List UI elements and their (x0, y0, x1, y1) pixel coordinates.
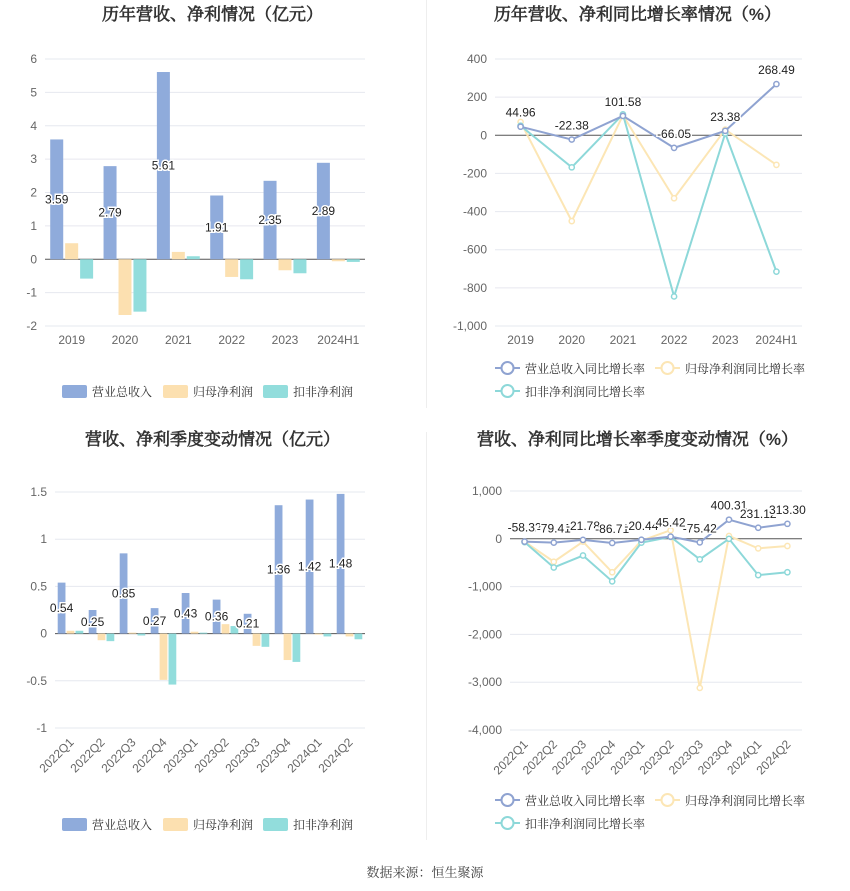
bar-deducted-profit (293, 259, 306, 273)
series-point-1 (610, 570, 615, 575)
bar-net-profit (279, 259, 292, 270)
x-tick-label: 2022Q1 (490, 737, 531, 778)
bar-deducted-profit (200, 633, 208, 634)
bar-deducted-profit (107, 634, 115, 642)
data-label: 268.49 (758, 63, 795, 78)
series-point-0 (518, 124, 523, 129)
y-tick-label: 0 (480, 128, 487, 143)
bar-deducted-profit (293, 634, 301, 662)
legend-label: 营业总收入 (92, 385, 153, 399)
data-label: -75.42 (682, 521, 717, 536)
y-tick-label: -400 (462, 204, 487, 219)
data-source-note: 数据来源：恒生聚源 (366, 865, 484, 880)
x-tick-label: 2020 (558, 333, 586, 347)
series-point-2 (774, 269, 779, 274)
x-tick-label: 2023Q4 (695, 737, 736, 778)
x-tick-label: 2023Q1 (607, 737, 648, 778)
y-tick-label: 1 (30, 218, 37, 233)
data-label: -21.78 (565, 518, 601, 533)
series-point-0 (774, 81, 779, 86)
legend-label: 归母净利润同比增长率 (685, 362, 806, 376)
x-tick-label: 2020 (111, 333, 139, 347)
y-tick-label: -1 (36, 721, 47, 735)
x-tick-label: 2023Q2 (636, 737, 677, 778)
x-tick-label: 2022Q3 (98, 735, 139, 776)
data-label: 1.42 (297, 559, 322, 574)
legend-label: 扣非净利润 (293, 385, 354, 399)
legend-label: 归母净利润 (193, 385, 254, 399)
series-point-0 (697, 540, 702, 545)
bar-net-profit (346, 634, 354, 637)
bar-net-profit (98, 634, 106, 641)
data-label: 2.79 (98, 205, 122, 220)
legend-swatch-marker (502, 362, 514, 374)
x-tick-label: 2023Q1 (160, 735, 201, 776)
data-label: 0.36 (204, 609, 229, 624)
data-label: 3.59 (45, 192, 69, 207)
x-tick-label: 2023 (271, 333, 299, 347)
bar-net-profit (67, 631, 75, 634)
series-point-1 (756, 546, 761, 551)
data-label: 0.25 (80, 614, 105, 629)
bar-deducted-profit (133, 259, 146, 311)
data-label: 0.85 (111, 586, 136, 601)
series-point-2 (726, 536, 731, 541)
bar-deducted-profit (355, 634, 363, 640)
bar-net-profit (284, 634, 292, 660)
y-tick-label: -0.5 (26, 673, 47, 688)
data-label: 231.12 (739, 506, 777, 521)
data-label: 0.54 (49, 601, 74, 616)
series-point-0 (569, 137, 574, 142)
x-tick-label: 2022 (660, 333, 688, 347)
series-point-2 (551, 565, 556, 570)
series-point-2 (785, 570, 790, 575)
legend-swatch-marker (502, 817, 514, 829)
bar-net-profit (129, 633, 137, 634)
series-point-1 (569, 219, 574, 224)
bar-deducted-profit (80, 259, 93, 278)
y-tick-label: 1.5 (30, 485, 47, 499)
annual-amount-chart (0, 0, 425, 410)
series-point-0 (610, 540, 615, 545)
x-tick-label: 2023Q3 (222, 735, 263, 776)
y-tick-label: 1 (40, 532, 47, 547)
bar-net-profit (222, 624, 230, 633)
legend-label: 营业总收入同比增长率 (525, 794, 646, 808)
series-point-1 (551, 559, 556, 564)
data-label: 45.42 (655, 515, 686, 530)
series-point-0 (522, 539, 527, 544)
legend-swatch (263, 818, 288, 831)
y-tick-label: 0 (40, 626, 47, 641)
data-label: 2.35 (258, 213, 282, 228)
bar-net-profit (332, 259, 345, 261)
series-point-1 (785, 543, 790, 548)
x-tick-label: 2023Q2 (191, 735, 232, 776)
data-label: 23.38 (710, 109, 741, 124)
series-point-2 (610, 579, 615, 584)
data-label: 2.89 (311, 204, 336, 219)
y-tick-label: -2,000 (467, 627, 502, 642)
series-point-2 (697, 557, 702, 562)
y-tick-label: -1,000 (467, 579, 502, 594)
x-tick-label: 2024Q2 (315, 735, 356, 776)
y-tick-label: -200 (462, 166, 487, 181)
bar-deducted-profit (169, 634, 177, 685)
y-tick-label: -3,000 (467, 675, 502, 690)
series-point-2 (569, 165, 574, 170)
chart-title: 营收、净利同比增长率季度变动情况（%） (476, 430, 799, 449)
legend-swatch-marker (662, 362, 674, 374)
y-tick-label: -4,000 (467, 723, 502, 737)
legend-label: 营业总收入 (92, 818, 153, 832)
x-tick-label: 2019 (58, 333, 86, 347)
bar-net-profit (253, 634, 261, 646)
bar-deducted-profit (138, 634, 146, 636)
x-tick-label: 2023 (711, 333, 739, 347)
series-point-1 (671, 196, 676, 201)
y-tick-label: 5 (30, 85, 37, 100)
x-tick-label: 2019 (507, 333, 534, 347)
legend-swatch (62, 818, 87, 831)
x-tick-label: 2022Q3 (549, 737, 590, 778)
legend-swatch-marker (502, 794, 514, 806)
y-tick-label: 400 (466, 52, 487, 66)
series-line-1 (525, 530, 788, 688)
data-label: -79.41 (536, 521, 571, 536)
y-tick-label: -1 (26, 285, 37, 300)
data-label: 5.61 (151, 158, 176, 173)
legend-swatch (263, 385, 288, 398)
bar-deducted-profit (76, 631, 84, 634)
bar-deducted-profit (324, 634, 332, 637)
bar-net-profit (160, 634, 168, 680)
chart-title: 历年营收、净利同比增长率情况（%） (493, 5, 782, 24)
series-point-0 (723, 128, 728, 133)
series-point-0 (551, 540, 556, 545)
data-label: -22.38 (554, 118, 589, 133)
data-label: 0.27 (142, 613, 167, 628)
quarterly-growth-chart (425, 425, 850, 850)
y-tick-label: 200 (466, 90, 487, 105)
y-tick-label: 3 (30, 152, 37, 167)
data-label: 400.31 (710, 498, 748, 513)
data-label: -20.44 (624, 518, 659, 533)
bar-net-profit (172, 252, 185, 259)
data-label: 313.30 (769, 502, 806, 517)
chart-title: 营收、净利季度变动情况（亿元） (85, 430, 340, 449)
y-tick-label: 6 (30, 52, 37, 66)
x-tick-label: 2022Q4 (129, 735, 170, 776)
x-tick-label: 2024H1 (317, 333, 360, 347)
y-tick-label: -600 (462, 242, 487, 257)
series-line-2 (521, 114, 777, 296)
y-tick-label: 0 (495, 531, 502, 546)
series-point-0 (580, 537, 585, 542)
bar-deducted-profit (347, 259, 360, 262)
x-tick-label: 2023Q4 (253, 735, 294, 776)
y-tick-label: -1,000 (452, 319, 487, 333)
bar-net-profit (225, 259, 238, 277)
x-tick-label: 2022 (218, 333, 246, 347)
chart-title: 历年营收、净利情况（亿元） (102, 5, 323, 24)
y-tick-label: 0 (30, 252, 37, 267)
x-tick-label: 2022Q1 (36, 735, 77, 776)
series-point-0 (668, 534, 673, 539)
data-label: 0.21 (235, 616, 260, 631)
bar-deducted-profit (187, 256, 200, 259)
data-label: 1.48 (328, 556, 353, 571)
data-label: 1.91 (205, 220, 229, 235)
series-point-1 (697, 685, 702, 690)
x-tick-label: 2021 (609, 333, 637, 347)
legend-label: 扣非净利润同比增长率 (525, 385, 646, 399)
legend-label: 归母净利润 (193, 818, 254, 832)
bar-deducted-profit (262, 634, 270, 647)
legend-swatch-marker (662, 794, 674, 806)
x-tick-label: 2023Q3 (665, 737, 706, 778)
quarterly-amount-chart (0, 425, 425, 850)
y-tick-label: 4 (30, 118, 37, 133)
legend-swatch (163, 385, 188, 398)
data-label: -66.05 (657, 126, 692, 141)
series-point-0 (671, 145, 676, 150)
data-label: 101.58 (604, 94, 642, 109)
legend-swatch-marker (502, 385, 514, 397)
legend-label: 扣非净利润 (293, 818, 354, 832)
legend-swatch (62, 385, 87, 398)
x-tick-label: 2021 (164, 333, 192, 347)
bar-net-profit (191, 632, 199, 634)
series-point-0 (620, 113, 625, 118)
x-tick-label: 2022Q4 (578, 737, 619, 778)
series-point-2 (671, 294, 676, 299)
data-label: -86.71 (595, 521, 630, 536)
series-point-0 (726, 517, 731, 522)
y-tick-label: 1,000 (471, 484, 502, 498)
series-point-0 (639, 537, 644, 542)
series-point-1 (774, 162, 779, 167)
bar-net-profit (65, 243, 78, 259)
data-label: -58.32 (507, 520, 542, 535)
bar-net-profit (315, 634, 323, 635)
y-tick-label: 0.5 (30, 579, 47, 594)
x-tick-label: 2024H1 (755, 333, 798, 347)
x-tick-label: 2022Q2 (519, 737, 560, 778)
legend-swatch (163, 818, 188, 831)
bar-deducted-profit (240, 259, 253, 279)
x-tick-label: 2022Q2 (67, 735, 108, 776)
y-tick-label: 2 (30, 185, 37, 200)
data-label: 44.96 (505, 105, 536, 120)
bar-net-profit (119, 259, 132, 315)
legend-label: 营业总收入同比增长率 (525, 362, 646, 376)
x-tick-label: 2024Q1 (284, 735, 325, 776)
x-tick-label: 2024Q2 (753, 737, 794, 778)
data-label: 0.43 (173, 606, 198, 621)
series-point-2 (580, 553, 585, 558)
annual-growth-chart (425, 0, 850, 410)
data-label: 1.36 (266, 562, 291, 577)
series-point-0 (756, 525, 761, 530)
y-tick-label: -800 (462, 280, 487, 295)
series-point-2 (756, 573, 761, 578)
x-tick-label: 2024Q1 (724, 737, 765, 778)
y-tick-label: -2 (26, 319, 37, 333)
legend-label: 归母净利润同比增长率 (685, 794, 806, 808)
legend-label: 扣非净利润同比增长率 (525, 817, 646, 831)
series-point-0 (785, 521, 790, 526)
